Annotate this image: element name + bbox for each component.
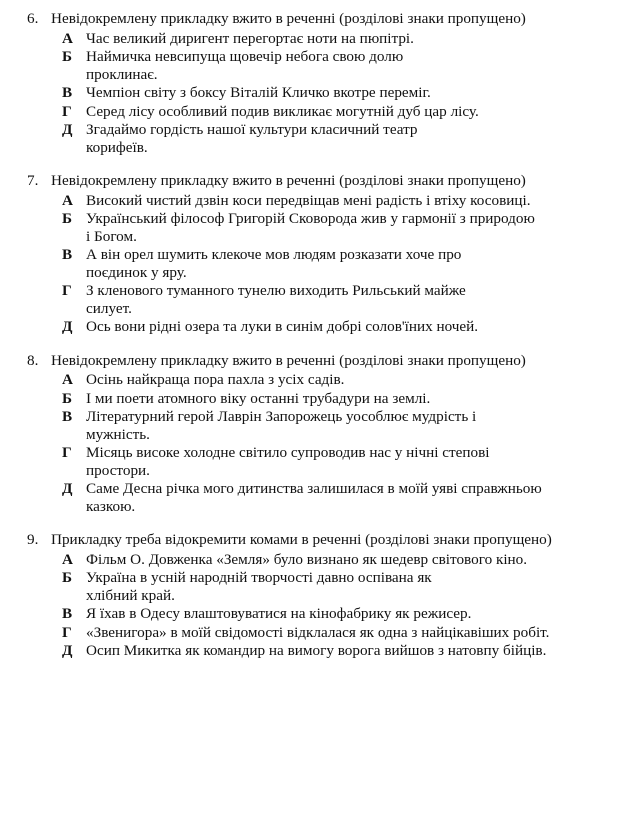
question-6 — [27, 10, 608, 156]
option-a — [33, 551, 608, 569]
option-letter: Д — [62, 318, 73, 335]
option-letter: Б — [62, 210, 73, 227]
question-text: Невідокремлену прикладку вжито в реченні (розділові знаки пропущено) — [51, 10, 526, 27]
answer-options — [33, 551, 608, 660]
option-v — [33, 84, 608, 102]
option-h — [33, 444, 608, 479]
answer-options — [33, 192, 608, 336]
question-text: Прикладку треба відокремити комами в реченні (розділові знаки пропущено) — [51, 531, 552, 548]
option-h — [33, 103, 608, 121]
option-d — [33, 121, 608, 156]
option-d — [33, 480, 608, 515]
option-b — [33, 48, 608, 83]
option-text: Ось вони рідні озера та луки в синім добрі солов'їних ночей. — [86, 318, 479, 335]
option-text: Україна в усній народній творчості давно оспівана як хлібний край. — [86, 569, 432, 604]
option-h — [33, 282, 608, 317]
option-letter: А — [62, 191, 73, 209]
option-v — [33, 408, 608, 443]
option-letter: Б — [62, 48, 73, 65]
option-text: «Звенигора» в моїй свідомості відклалася як одна з найцікавіших робіт. — [86, 623, 550, 641]
option-text: Осип Микитка як командир на вимогу ворога вийшов з натовпу бійців. — [86, 642, 547, 659]
option-text: І ми поети атомного віку останні трубадури на землі. — [86, 389, 431, 407]
option-text: А він орел шумить клекоче мов людям розказати хоче про поєдинок у яру. — [86, 246, 462, 281]
option-letter: Г — [62, 282, 72, 299]
option-letter: А — [62, 550, 73, 568]
question-text: Невідокремлену прикладку вжито в реченні (розділові знаки пропущено) — [51, 172, 526, 189]
question-number: 8. — [27, 351, 39, 369]
option-text: Український філософ Григорій Сковорода жив у гармонії з природою і Богом. — [86, 210, 535, 245]
option-letter: А — [62, 29, 73, 47]
option-b — [33, 569, 608, 604]
option-b — [33, 390, 608, 408]
question-number: 7. — [27, 172, 39, 189]
question-number: 9. — [27, 531, 39, 548]
option-text: Згадаймо гордість нашої культури класичний театр корифеїв. — [86, 121, 418, 156]
option-letter: В — [62, 246, 73, 263]
option-letter: Г — [62, 102, 72, 120]
option-letter: В — [62, 84, 73, 101]
option-text: Саме Десна річка мого дитинства залишилася в моїй уяві справжньою казкою. — [86, 480, 542, 515]
answer-options — [33, 30, 608, 157]
option-text: Серед лісу особливий подив викликає могутній дуб цар лісу. — [86, 102, 479, 120]
question-header — [27, 531, 608, 549]
option-letter: А — [62, 371, 73, 388]
option-d — [33, 642, 608, 660]
option-b — [33, 210, 608, 245]
option-letter: Г — [62, 444, 72, 461]
option-text: Осінь найкраща пора пахла з усіх садів. — [86, 371, 345, 388]
question-header — [27, 10, 608, 28]
option-a — [33, 192, 608, 210]
option-text: Місяць високе холодне світило супроводив нас у нічні степові простори. — [86, 444, 490, 479]
question-7 — [27, 172, 608, 336]
option-letter: Б — [62, 569, 73, 586]
question-text: Невідокремлену прикладку вжито в реченні (розділові знаки пропущено) — [51, 351, 526, 369]
option-text: Час великий диригент перегортає ноти на пюпітрі. — [86, 29, 414, 47]
option-letter: В — [62, 605, 73, 622]
option-text: Наймичка невсипуща щовечір небога свою долю проклинає. — [86, 48, 404, 83]
option-text: Літературний герой Лаврін Запорожець уособлює мудрість і мужність. — [86, 408, 477, 443]
question-8 — [27, 351, 608, 516]
option-letter: Г — [62, 623, 72, 641]
option-v — [33, 605, 608, 623]
option-a — [33, 371, 608, 389]
question-header — [27, 172, 608, 190]
option-letter: Б — [62, 389, 73, 407]
option-text: Я їхав в Одесу влаштовуватися на кінофабрику як режисер. — [86, 605, 472, 622]
question-header — [27, 351, 608, 370]
option-text: Чемпіон світу з боксу Віталій Кличко вкотре переміг. — [86, 84, 431, 101]
option-letter: Д — [62, 642, 73, 659]
option-letter: Д — [62, 480, 73, 497]
option-h — [33, 624, 608, 642]
option-d — [33, 318, 608, 336]
option-letter: В — [62, 408, 73, 425]
option-text: Фільм О. Довженка «Земля» було визнано як шедевр світового кіно. — [86, 550, 528, 568]
option-text: Високий чистий дзвін коси передвіщав мені радість і втіху косовиці. — [86, 191, 531, 209]
question-9 — [27, 531, 608, 660]
option-letter: Д — [62, 121, 73, 138]
answer-options — [33, 371, 608, 515]
option-text: З кленового туманного тунелю виходить Рильський майже силует. — [86, 282, 466, 317]
option-a — [33, 30, 608, 48]
question-number: 6. — [27, 10, 39, 27]
option-v — [33, 246, 608, 281]
